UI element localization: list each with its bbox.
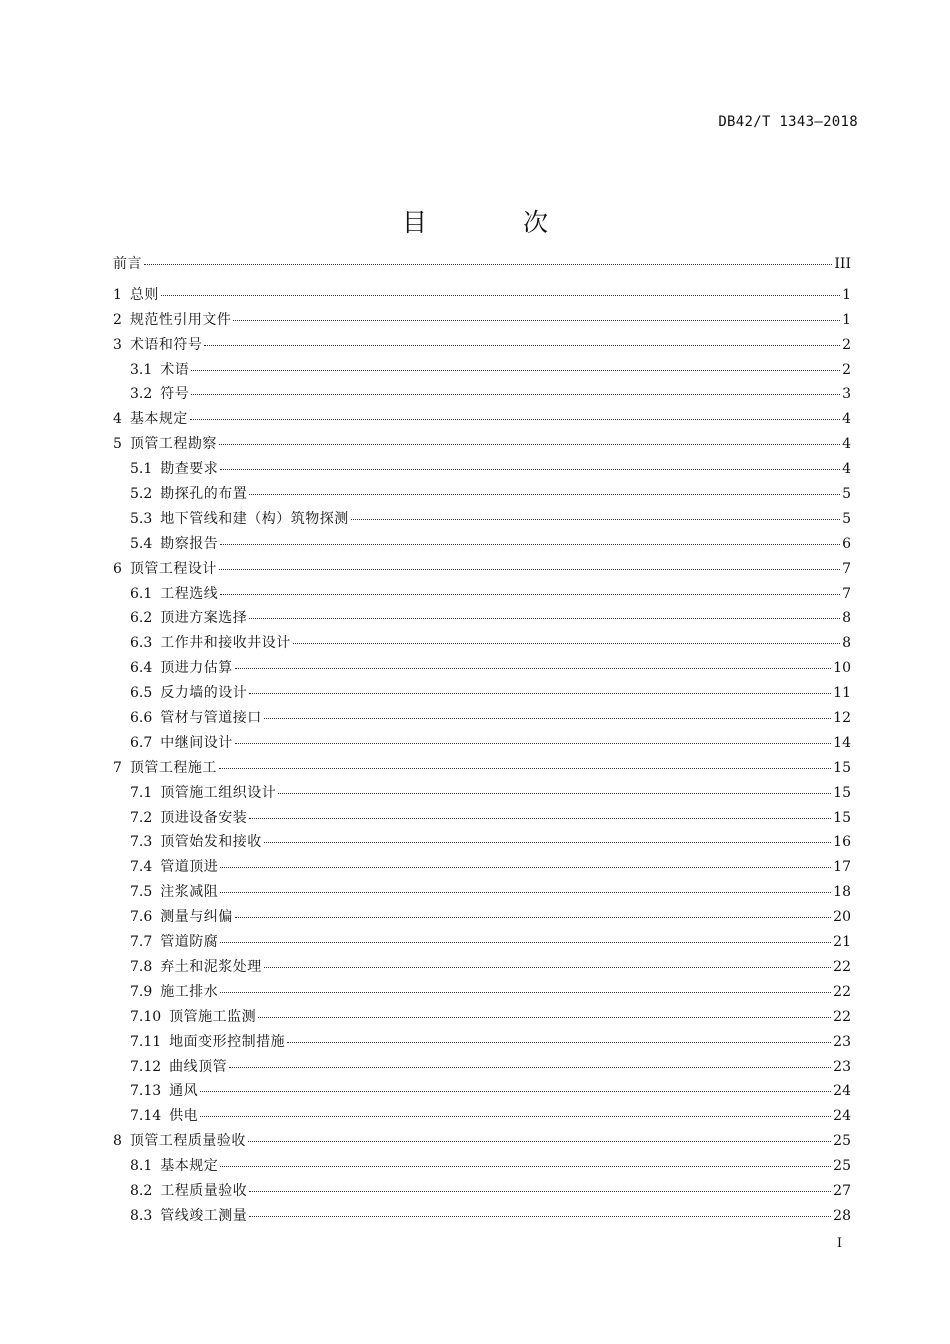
toc-entry[interactable]	[113, 1130, 851, 1155]
toc-entry-number: 7.7	[130, 934, 153, 951]
toc-entry-number: 7.14	[130, 1108, 162, 1125]
toc-entry-label: 地下管线和建（构）筑物探测	[160, 510, 349, 527]
toc-dot-leader	[191, 370, 840, 371]
toc-entry[interactable]	[113, 408, 851, 433]
toc-dot-leader	[219, 569, 840, 570]
toc-dot-leader	[220, 469, 840, 470]
toc-entry-label: 勘探孔的布置	[160, 486, 248, 503]
toc-entry-page: 22	[833, 983, 851, 1000]
toc-entry-number: 5.4	[130, 535, 153, 552]
toc-entry-number: 8	[113, 1133, 122, 1150]
toc-entry-label: 工程质量验收	[160, 1182, 248, 1199]
toc-entry[interactable]	[113, 433, 851, 458]
toc-entry[interactable]	[113, 607, 851, 632]
toc-entry-page: 3	[842, 386, 851, 403]
toc-entry-page: 20	[833, 909, 851, 926]
toc-entry-number: 6.3	[130, 635, 153, 652]
toc-entry[interactable]	[113, 253, 851, 278]
table-of-contents	[113, 253, 851, 1230]
toc-entry-number: 4	[113, 411, 122, 428]
toc-entry-number: 7.11	[130, 1033, 162, 1050]
toc-entry-number: 7.8	[130, 958, 153, 975]
toc-entry[interactable]	[113, 956, 851, 981]
toc-entry[interactable]	[113, 757, 851, 782]
toc-entry-number: 6.2	[130, 610, 153, 627]
toc-entry-number: 3	[113, 336, 122, 353]
toc-entry[interactable]	[113, 981, 851, 1006]
toc-entry[interactable]	[113, 334, 851, 359]
toc-entry[interactable]	[113, 732, 851, 757]
toc-entry-number: 3.1	[130, 361, 153, 378]
toc-entry[interactable]	[113, 284, 851, 309]
toc-dot-leader	[264, 718, 831, 719]
toc-entry[interactable]	[113, 657, 851, 682]
toc-entry-page: 24	[833, 1083, 851, 1100]
toc-entry-number: 7.6	[130, 909, 153, 926]
toc-entry-page: 17	[833, 859, 851, 876]
toc-entry-label: 顶管施工监测	[169, 1008, 257, 1025]
toc-dot-leader	[264, 967, 831, 968]
toc-entry[interactable]	[113, 1180, 851, 1205]
toc-entry-page: 15	[833, 784, 851, 801]
toc-entry[interactable]	[113, 807, 851, 832]
toc-entry-label: 顶管施工组织设计	[160, 784, 277, 801]
toc-dot-leader	[258, 1017, 831, 1018]
toc-entry-number: 7	[113, 759, 122, 776]
toc-title: 目 次	[402, 208, 592, 237]
toc-entry-page: 4	[842, 411, 851, 428]
toc-entry[interactable]	[113, 533, 851, 558]
toc-entry-label: 中继间设计	[160, 734, 233, 751]
toc-entry-page: 1	[842, 286, 851, 303]
toc-entry-label: 管材与管道接口	[160, 710, 262, 727]
toc-entry-page: 25	[833, 1158, 851, 1175]
toc-entry-page: 7	[842, 560, 851, 577]
toc-entry-label: 反力墙的设计	[160, 685, 248, 702]
toc-dot-leader	[220, 1166, 831, 1167]
toc-dot-leader	[161, 295, 840, 296]
toc-dot-leader	[219, 768, 831, 769]
toc-entry-label: 工作井和接收井设计	[160, 635, 291, 652]
toc-entry-number: 6	[113, 560, 122, 577]
toc-entry-page: 24	[833, 1108, 851, 1125]
toc-dot-leader	[233, 320, 840, 321]
toc-entry-page: 2	[842, 361, 851, 378]
toc-entry[interactable]	[113, 881, 851, 906]
toc-entry-number: 8.2	[130, 1182, 153, 1199]
toc-entry-label: 基本规定	[160, 1158, 219, 1175]
toc-entry[interactable]	[113, 782, 851, 807]
toc-dot-leader	[249, 818, 831, 819]
toc-entry[interactable]	[113, 1155, 851, 1180]
toc-entry-page: 4	[842, 461, 851, 478]
toc-dot-leader	[200, 1116, 831, 1117]
toc-entry-number: 7.12	[130, 1058, 162, 1075]
toc-entry[interactable]	[113, 831, 851, 856]
toc-entry-number: 8.1	[130, 1158, 153, 1175]
toc-entry-page: 25	[833, 1133, 851, 1150]
toc-entry[interactable]	[113, 458, 851, 483]
toc-entry[interactable]	[113, 931, 851, 956]
toc-dot-leader	[287, 1042, 831, 1043]
toc-entry-page: 27	[833, 1182, 851, 1199]
toc-dot-leader	[220, 942, 831, 943]
toc-dot-leader	[229, 1067, 831, 1068]
toc-entry-page: 8	[842, 635, 851, 652]
toc-entry-number: 1	[113, 286, 122, 303]
toc-entry-page: 6	[842, 535, 851, 552]
toc-entry[interactable]	[113, 583, 851, 608]
toc-entry-number: 7.1	[130, 784, 153, 801]
toc-entry-label: 顶进设备安装	[160, 809, 248, 826]
toc-entry-label: 管道防腐	[160, 934, 219, 951]
toc-entry-page: 11	[833, 685, 851, 702]
document-code: DB42/T 1343—2018	[718, 114, 858, 130]
toc-entry-number: 6.7	[130, 734, 153, 751]
toc-entry[interactable]	[113, 383, 851, 408]
toc-entry[interactable]	[113, 508, 851, 533]
toc-entry-page: 14	[833, 734, 851, 751]
toc-dot-leader	[293, 643, 840, 644]
toc-entry-label: 勘查要求	[160, 461, 219, 478]
toc-dot-leader	[220, 992, 831, 993]
toc-entry[interactable]	[113, 906, 851, 931]
toc-dot-leader	[235, 917, 831, 918]
toc-entry-page: 12	[833, 710, 851, 727]
toc-dot-leader	[249, 693, 831, 694]
toc-entry-label: 总则	[129, 286, 159, 303]
toc-entry-number: 5.1	[130, 461, 153, 478]
toc-dot-leader	[220, 594, 840, 595]
toc-entry-page: 23	[833, 1033, 851, 1050]
toc-entry-page: 21	[833, 934, 851, 951]
toc-entry-page: 28	[833, 1207, 851, 1224]
toc-entry[interactable]	[113, 558, 851, 583]
toc-entry-label: 曲线顶管	[169, 1058, 228, 1075]
toc-entry-label: 顶管工程施工	[129, 759, 217, 776]
toc-entry-page: 22	[833, 958, 851, 975]
toc-entry-number: 8.3	[130, 1207, 153, 1224]
toc-entry-label: 符号	[160, 386, 190, 403]
toc-entry[interactable]	[113, 1105, 851, 1130]
toc-entry-label: 顶进力估算	[160, 660, 233, 677]
toc-entry-page: 10	[833, 660, 851, 677]
toc-entry-page: 23	[833, 1058, 851, 1075]
toc-entry-page: 5	[842, 486, 851, 503]
toc-entry[interactable]	[113, 682, 851, 707]
toc-entry-page: 1	[842, 311, 851, 328]
toc-entry-label: 基本规定	[129, 411, 188, 428]
toc-entry-number: 7.5	[130, 884, 153, 901]
toc-entry-number: 7.10	[130, 1008, 162, 1025]
toc-dot-leader	[220, 867, 831, 868]
toc-entry-number: 6.6	[130, 710, 153, 727]
toc-dot-leader	[249, 618, 840, 619]
toc-entry-label: 规范性引用文件	[129, 311, 232, 328]
toc-entry-label: 术语	[160, 361, 190, 378]
toc-dot-leader	[249, 494, 840, 495]
toc-dot-leader	[235, 668, 831, 669]
toc-entry-page: III	[834, 256, 851, 272]
toc-entry[interactable]	[113, 359, 851, 384]
toc-entry-page: 18	[833, 884, 851, 901]
toc-entry-page: 4	[842, 436, 851, 453]
toc-entry-number: 5.2	[130, 486, 153, 503]
toc-entry-label: 管道顶进	[160, 859, 219, 876]
toc-dot-leader	[264, 842, 831, 843]
toc-entry-number: 3.2	[130, 386, 153, 403]
toc-entry[interactable]	[113, 707, 851, 732]
toc-dot-leader	[351, 519, 840, 520]
toc-dot-leader	[219, 444, 840, 445]
toc-entry-page: 15	[833, 809, 851, 826]
toc-entry-page: 7	[842, 585, 851, 602]
toc-entry-label: 管线竣工测量	[160, 1207, 248, 1224]
toc-entry[interactable]	[113, 856, 851, 881]
toc-entry-number: 6.4	[130, 660, 153, 677]
toc-entry-label: 顶管工程设计	[129, 560, 217, 577]
toc-entry-label: 地面变形控制措施	[169, 1033, 286, 1050]
toc-dot-leader	[191, 394, 840, 395]
toc-dot-leader	[200, 1091, 831, 1092]
toc-entry-number: 7.2	[130, 809, 153, 826]
toc-entry-label: 前言	[113, 256, 142, 272]
toc-entry-number: 7.9	[130, 983, 153, 1000]
toc-entry[interactable]	[113, 1006, 851, 1031]
toc-dot-leader	[249, 1191, 831, 1192]
toc-dot-leader	[190, 419, 840, 420]
toc-entry[interactable]	[113, 1205, 851, 1230]
toc-entry-label: 术语和符号	[129, 336, 203, 353]
toc-entry-label: 顶管工程质量验收	[129, 1133, 246, 1150]
toc-entry-label: 弃土和泥浆处理	[160, 958, 262, 975]
toc-dot-leader	[204, 345, 840, 346]
toc-entry[interactable]	[113, 1056, 851, 1081]
toc-entry-label: 测量与纠偏	[160, 909, 233, 926]
toc-dot-leader	[144, 264, 832, 265]
toc-entry-label: 施工排水	[160, 983, 219, 1000]
toc-dot-leader	[235, 743, 831, 744]
toc-dot-leader	[278, 793, 831, 794]
toc-entry-number: 5	[113, 436, 122, 453]
toc-dot-leader	[248, 1141, 831, 1142]
toc-entry-label: 顶进方案选择	[160, 610, 248, 627]
toc-entry-number: 5.3	[130, 510, 153, 527]
toc-entry-label: 通风	[169, 1083, 199, 1100]
toc-dot-leader	[220, 892, 831, 893]
toc-entry[interactable]	[113, 1080, 851, 1105]
toc-dot-leader	[220, 544, 840, 545]
toc-entry-number: 6.1	[130, 585, 153, 602]
page-number: I	[836, 1236, 842, 1251]
toc-entry-page: 15	[833, 759, 851, 776]
toc-entry-label: 顶管工程勘察	[129, 436, 217, 453]
toc-entry-label: 勘察报告	[160, 535, 219, 552]
toc-entry-label: 供电	[169, 1108, 199, 1125]
toc-entry-number: 6.5	[130, 685, 153, 702]
toc-entry[interactable]	[113, 1031, 851, 1056]
toc-entry-number: 7.4	[130, 859, 153, 876]
toc-entry-number: 7.13	[130, 1083, 162, 1100]
toc-entry[interactable]	[113, 483, 851, 508]
toc-entry[interactable]	[113, 309, 851, 334]
toc-entry-page: 22	[833, 1008, 851, 1025]
toc-dot-leader	[249, 1216, 831, 1217]
toc-entry-number: 2	[113, 311, 122, 328]
toc-entry-label: 注浆减阻	[160, 884, 219, 901]
toc-entry-number: 7.3	[130, 834, 153, 851]
toc-entry-page: 16	[833, 834, 851, 851]
toc-entry-page: 5	[842, 510, 851, 527]
toc-entry-label: 顶管始发和接收	[160, 834, 262, 851]
toc-entry-page: 2	[842, 336, 851, 353]
toc-entry-page: 8	[842, 610, 851, 627]
toc-entry[interactable]	[113, 632, 851, 657]
toc-entry-label: 工程选线	[160, 585, 219, 602]
